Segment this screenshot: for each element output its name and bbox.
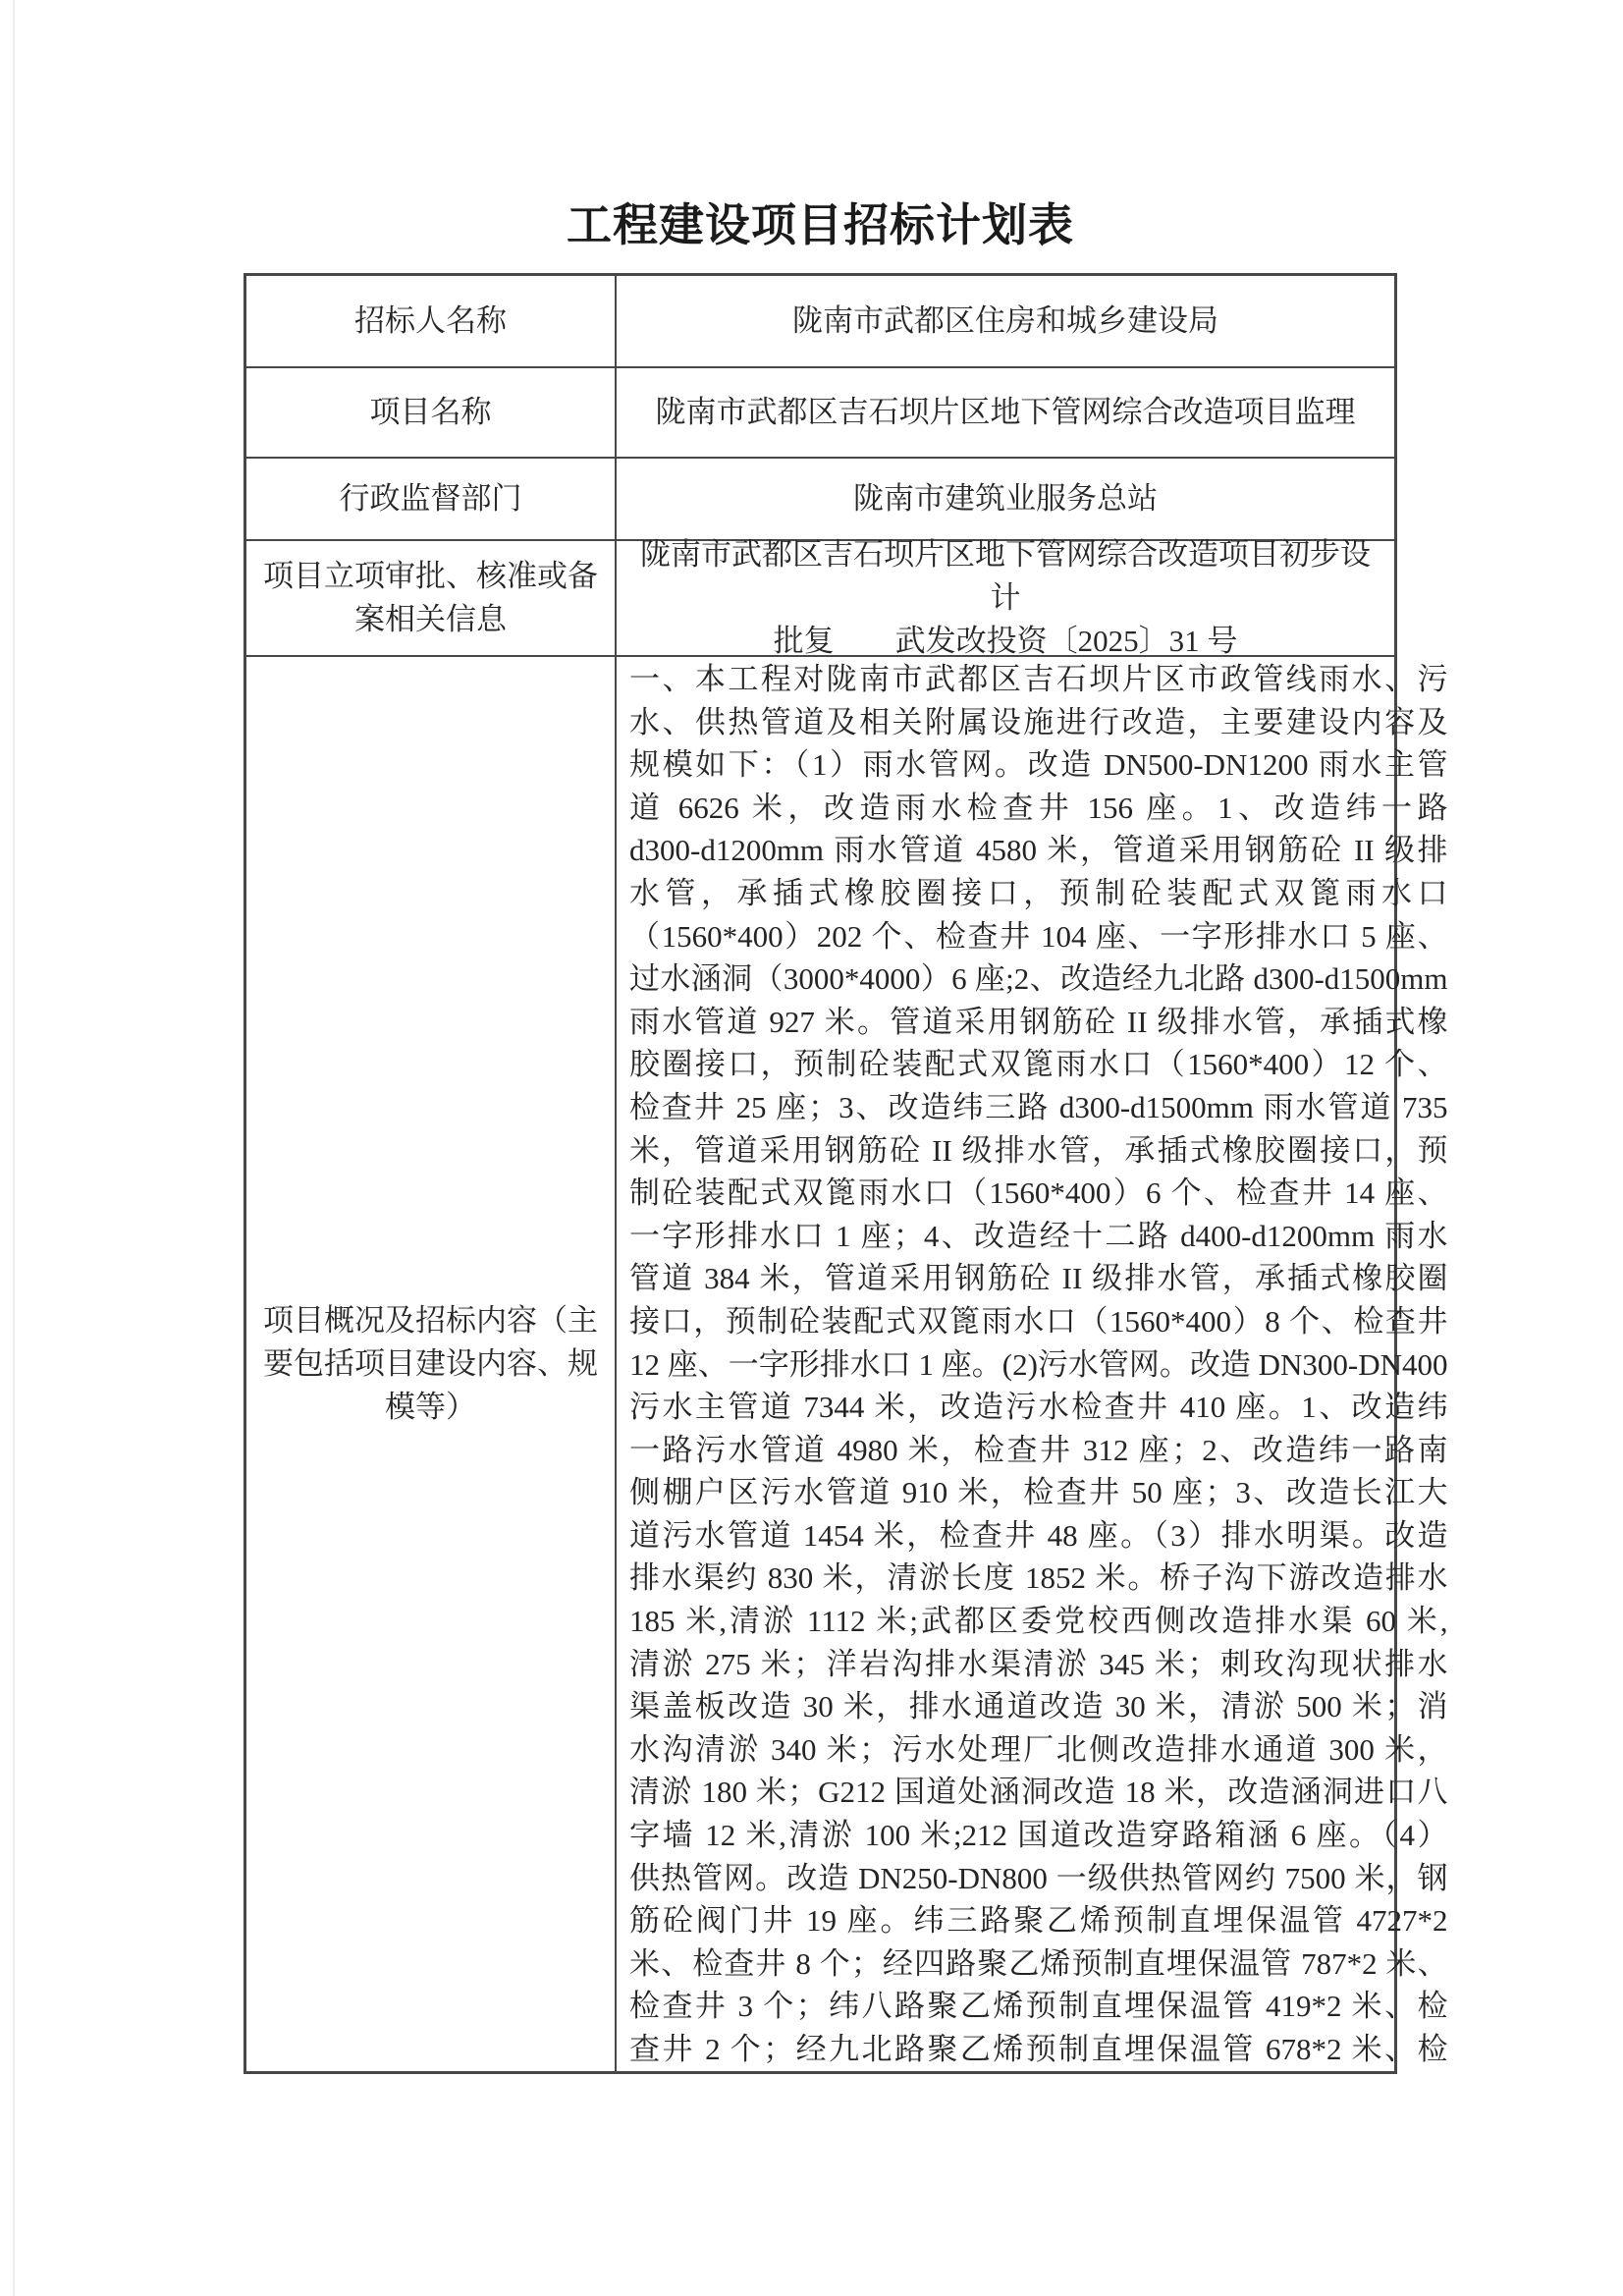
text-line: 清淤 180 米；G212 国道处涵洞改造 18 米，改造涵洞进口八 xyxy=(629,1775,1448,1810)
table-row-approval-info xyxy=(246,537,1394,658)
table-row-tenderer-name xyxy=(246,276,1394,368)
document-title: 工程建设项目招标计划表 xyxy=(567,200,1074,250)
row-label: 项目名称 xyxy=(246,368,617,457)
text-line: 道污水管道 1454 米，检查井 48 座。（3）排水明渠。改造 xyxy=(629,1517,1448,1553)
table-row-supervisory-department xyxy=(246,459,1394,541)
text-line: 制砼装配式双篦雨水口（1560*400）6 个、检查井 14 座、 xyxy=(629,1175,1448,1211)
text-line: 雨水管道 927 米。管道采用钢筋砼 II 级排水管，承插式橡 xyxy=(629,1004,1448,1039)
text-line: （1560*400）202 个、检查井 104 座、一字形排水口 5 座、 xyxy=(629,918,1448,954)
text-line: 185 米,清淤 1112 米;武都区委党校西侧改造排水渠 60 米, xyxy=(629,1604,1448,1639)
text-line: 米，管道采用钢筋砼 II 级排水管，承插式橡胶圈接口，预 xyxy=(629,1132,1448,1168)
row-label: 项目概况及招标内容（主要包括项目建设内容、规模等） xyxy=(246,657,617,2071)
text-line: 排水渠约 830 米，清淤长度 1852 米。桥子沟下游改造排水 xyxy=(629,1560,1448,1596)
row-value: 陇南市建筑业服务总站 xyxy=(853,481,1158,516)
table-row-project-name xyxy=(246,368,1394,459)
text-line: 渠盖板改造 30 米，排水通道改造 30 米，清淤 500 米；消 xyxy=(629,1689,1448,1724)
text-line: d300-d1200mm 雨水管道 4580 米，管道采用钢筋砼 II 级排 xyxy=(629,833,1448,868)
text-line: 一字形排水口 1 座；4、改造经十二路 d400-d1200mm 雨水 xyxy=(629,1218,1448,1253)
row-label: 行政监督部门 xyxy=(246,459,617,539)
text-line: 水沟清淤 340 米；污水处理厂北侧改造排水通道 300 米， xyxy=(629,1731,1448,1767)
text-line: 水管，承插式橡胶圈接口，预制砼装配式双篦雨水口 xyxy=(629,875,1448,910)
text-line: 过水涵洞（3000*4000）6 座;2、改造经九北路 d300-d1500mm xyxy=(629,961,1448,997)
scanner-edge-artifact xyxy=(13,0,15,2296)
text-line: 侧棚户区污水管道 910 米，检查井 50 座；3、改造长江大 xyxy=(629,1475,1448,1510)
text-line: 查井 2 个；经九北路聚乙烯预制直埋保温管 678*2 米、检 xyxy=(629,2032,1448,2066)
text-line: 规模如下：（1）雨水管网。改造 DN500-DN1200 雨水主管 xyxy=(629,747,1448,783)
text-line: 污水主管道 7344 米，改造污水检查井 410 座。1、改造纬 xyxy=(629,1390,1448,1425)
text-line: 接口，预制砼装配式双篦雨水口（1560*400）8 个、检查井 xyxy=(629,1303,1448,1339)
text-line: 管道 384 米，管道采用钢筋砼 II 级排水管，承插式橡胶圈 xyxy=(629,1261,1448,1296)
text-line: 检查井 3 个；纬八路聚乙烯预制直埋保温管 419*2 米、检 xyxy=(629,1989,1448,2024)
text-line: 筋砼阀门井 19 座。纬三路聚乙烯预制直埋保温管 4727*2 xyxy=(629,1903,1448,1939)
text-line: 陇南市武都区吉石坝片区地下管网综合改造项目初步设计 xyxy=(640,537,1371,615)
text-line: 道 6626 米，改造雨水检查井 156 座。1、改造纬一路 xyxy=(629,790,1448,825)
text-line: 批复 武发改投资〔2025〕31 号 xyxy=(773,624,1238,658)
text-line: 一路污水管道 4980 米，检查井 312 座；2、改造纬一路南 xyxy=(629,1432,1448,1467)
text-line: 12 座、一字形排水口 1 座。(2)污水管网。改造 DN300-DN400 xyxy=(629,1346,1448,1382)
table-row-project-overview xyxy=(246,657,1448,2071)
text-line: 一、本工程对陇南市武都区吉石坝片区市政管线雨水、污 xyxy=(629,662,1448,696)
text-line: 水、供热管道及相关附属设施进行改造，主要建设内容及 xyxy=(629,704,1448,739)
text-line: 胶圈接口，预制砼装配式双篦雨水口（1560*400）12 个、 xyxy=(629,1047,1448,1082)
row-value xyxy=(617,657,1461,2071)
text-line: 字墙 12 米,清淤 100 米;212 国道改造穿路箱涵 6 座。（4） xyxy=(629,1818,1448,1853)
row-value xyxy=(617,537,1394,658)
text-line: 供热管网。改造 DN250-DN800 一级供热管网约 7500 米，钢 xyxy=(629,1860,1448,1895)
text-line: 检查井 25 座；3、改造纬三路 d300-d1500mm 雨水管道 735 xyxy=(629,1089,1448,1124)
bidding-plan-table xyxy=(243,273,1448,2074)
row-value: 陇南市武都区住房和城乡建设局 xyxy=(792,303,1218,338)
text-line: 米、检查井 8 个；经四路聚乙烯预制直埋保温管 787*2 米、 xyxy=(629,1945,1448,1981)
text-line: 清淤 275 米；洋岩沟排水渠清淤 345 米；刺玫沟现状排水 xyxy=(629,1646,1448,1681)
row-value: 陇南市武都区吉石坝片区地下管网综合改造项目监理 xyxy=(655,395,1356,429)
row-label: 招标人名称 xyxy=(246,276,617,366)
row-label: 项目立项审批、核准或备案相关信息 xyxy=(246,541,617,655)
